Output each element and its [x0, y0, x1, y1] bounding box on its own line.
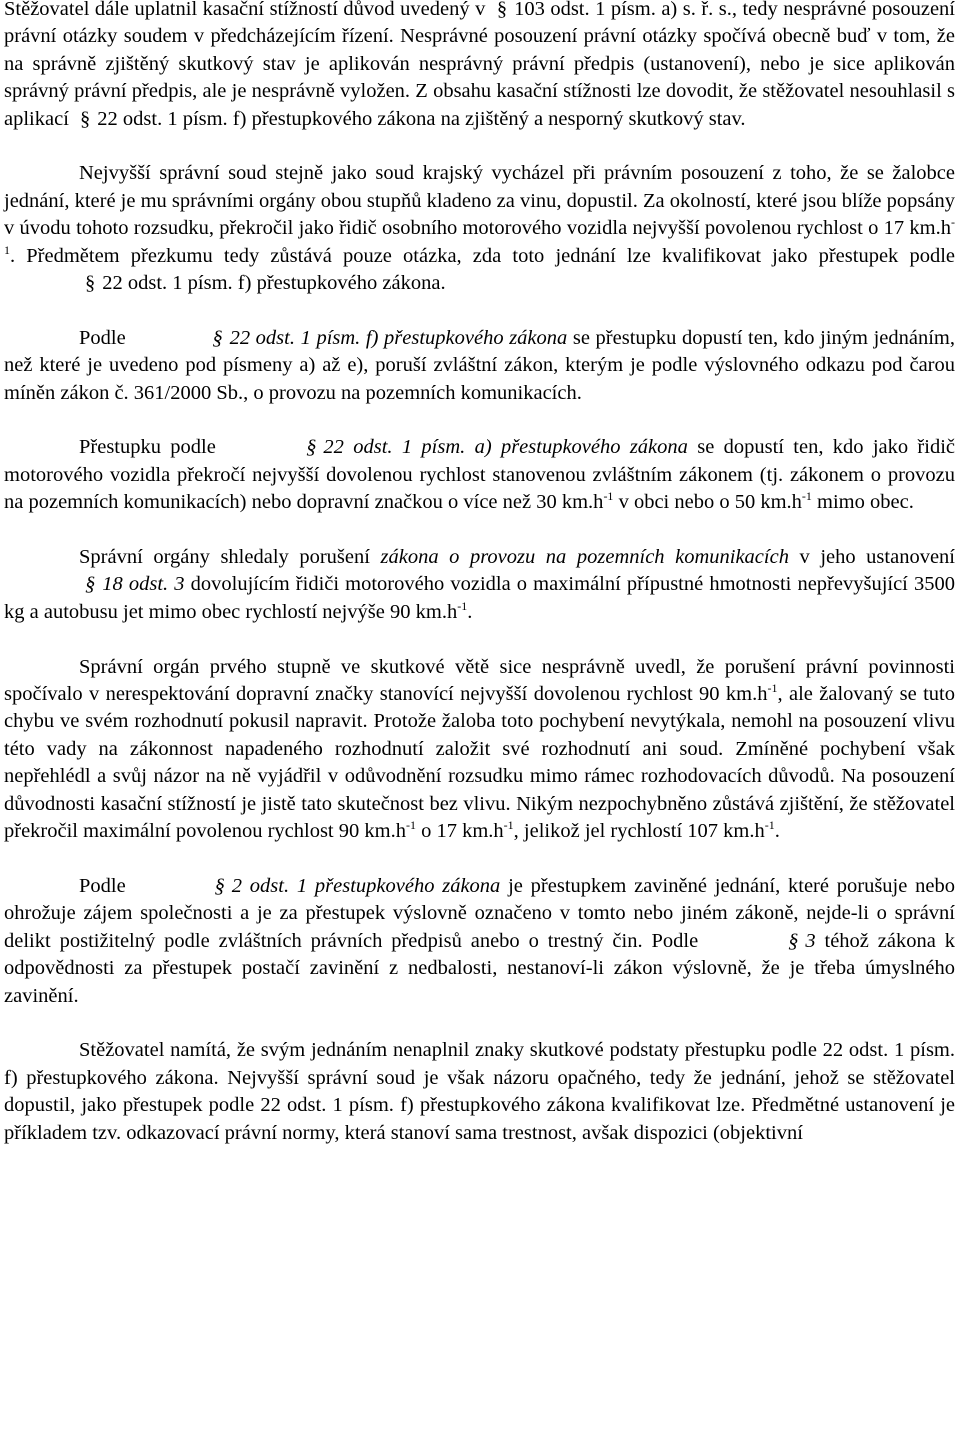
section-sign: § [788, 929, 799, 952]
text-run: 103 odst. 1 písm. a) s. ř. s., tedy nesprávné posouzení právní otázky soudem v předcházejícím řízení. Nesprávné posouzení právní otázky spočívá obecně buď v tom, že na správně zjištěný skutkový stav je aplikován nesprávný právní předpis (ustanovení), nebo je sice aplikován správný právní předpis, ale je nesprávně vyložen. Z obsahu kasační stížnosti lze dovodit, že stěžovatel nesouhlasil s aplikací [4, 0, 955, 130]
text-run: mimo obec. [811, 491, 914, 514]
text-run: 22 odst. 1 písm. f) přestupkového zákona [229, 326, 568, 349]
superscript-exponent: -1 [457, 598, 468, 613]
text-run: je přestupkem zaviněné jednání, které porušuje nebo ohrožuje zájem společnosti a je za přestupek výslovně označeno v tomto nebo jiném zákoně, nejde-li o správní delikt postižitelný podle zvláštních právních předpisů anebo o trestný čin. Podle [4, 874, 955, 952]
text-run: . [467, 600, 473, 623]
text-run: se dopustí ten, kdo jako řidič motorového vozidla překročí nejvyšší dovolenou rychlost stanovenou zvláštním zákonem (tj. zákonem o provozu na pozemních komunikacích) nebo dopravní značkou o více než 30 km.h [4, 436, 956, 514]
text-run: 22 odst. 1 písm. f) přestupkového zákona. [102, 272, 446, 295]
text-run: Správní orgán prvého stupně ve skutkové větě sice nesprávně uvedl, že porušení právní povinnosti spočívalo v nerespektování dopravní značky stanovící nejvyšší dovolenou rychlost 90 km.h [4, 655, 955, 706]
section-sign: § [496, 0, 508, 20]
text-run: se přestupku dopustí ten, kdo jiným jednáním, než které je uvedeno pod písmeny a) až e), poruší zvláštní zákon, kterým je podle výslovného odkazu pod čarou míněn zákon č. 361/2000 Sb., o provozu na pozemních komunikacích. [4, 326, 955, 404]
section-sign: § [212, 326, 223, 349]
text-run: v jeho ustanovení [788, 546, 955, 569]
text-run: 2 odst. 1 přestupkového zákona [231, 874, 501, 897]
paragraph-p5 [4, 544, 955, 626]
text-run: , ale žalovaný se tuto chybu ve svém rozhodnutí pokusil napravit. Protože žaloba toto pochybení nevytýkala, nemohl na posouzení vlivu této vady na zákonnost napadeného rozhodnutí založit své rozhodnutí ani soud. Zmíněné pochybení však nepřehlédl a svůj názor na ně vyjádřil v odůvodnění rozsudku mimo rámec rozhodovacích důvodů. Na posouzení důvodnosti kasační stížností je jistě tato skutečnost bez vlivu. Nikým nezpochybněno zůstává zjištění, že stěžovatel překročil maximální povolenou rychlost 90 km.h [4, 683, 955, 843]
text-run: Stěžovatel dále uplatnil kasační stížností důvod uvedený v [4, 0, 491, 20]
section-sign: § [214, 874, 225, 897]
paragraph-p7 [4, 873, 955, 1010]
section-sign: § [80, 107, 91, 130]
document-page [4, 0, 955, 1147]
paragraph-p1 [4, 0, 955, 133]
text-run: Stěžovatel namítá, že svým jednáním nenaplnil znaky skutkové podstaty přestupku podle 22 odst. 1 písm. f) přestupkového zákona. Nejvyšší správní soud je však názoru opačného, tedy že jednání, jehož se stěžovatel dopustil, jako přestupek podle 22 odst. 1 písm. f) přestupkového zákona kvalifikovat lze. Předmětné ustanovení je příkladem tzv. odkazovací právní normy, která stanoví sama trestnost, avšak dispozici (objektivní [4, 1039, 955, 1144]
paragraph-p6 [4, 654, 955, 846]
superscript-exponent: -1 [801, 489, 812, 504]
text-run: zákona o provozu na pozemních komunikacích [380, 546, 789, 569]
paragraph-p8 [4, 1037, 955, 1147]
text-run: 22 odst. 1 písm. a) přestupkového zákona [323, 436, 688, 459]
text-run: , jelikož jel rychlostí 107 km.h [513, 820, 765, 843]
text-run: o 17 km.h [415, 820, 504, 843]
text-run: . Předmětem přezkumu tedy zůstává pouze otázka, zda toto jednání lze kvalifikovat jako přestupek podle [10, 244, 955, 267]
text-run: Správní orgány shledaly porušení [79, 546, 381, 569]
paragraph-p3 [4, 325, 955, 407]
text-run: dovolujícím řidiči motorového vozidla o maximální přípustné hmotnosti nepřevyšující 3500 kg a autobusu jet mimo obec rychlostí nejvýše 90 km.h [4, 573, 955, 623]
paragraph-p4 [4, 434, 955, 516]
section-sign: § [306, 436, 317, 459]
superscript-exponent: -1 [405, 818, 416, 833]
superscript-exponent: -1 [603, 489, 614, 504]
superscript-exponent: -1 [4, 215, 955, 257]
superscript-exponent: -1 [767, 681, 778, 696]
paragraph-p2 [4, 160, 955, 297]
text-run: 22 odst. 1 písm. f) přestupkového zákona na zjištěný a nesporný skutkový stav. [97, 107, 746, 130]
superscript-exponent: -1 [764, 818, 775, 833]
superscript-exponent: -1 [503, 818, 514, 833]
text-run: téhož zákona k odpovědnosti za přestupek postačí zavinění z nedbalosti, nestanoví-li zákon výslovně, že je třeba úmyslného zavinění. [4, 929, 955, 1007]
section-sign: § [85, 573, 96, 596]
section-sign: § [85, 272, 96, 295]
text-run: Podle [79, 326, 132, 349]
text-run: Přestupku podle [79, 436, 226, 459]
text-run: 18 odst. 3 [102, 573, 185, 596]
text-run: v obci nebo o 50 km.h [613, 491, 802, 514]
text-run: Podle [79, 874, 134, 897]
text-run: 3 [805, 929, 816, 952]
text-run: . [774, 820, 780, 843]
text-run: Nejvyšší správní soud stejně jako soud krajský vycházel při právním posouzení z toho, že se žalobce jednání, které je mu správními orgány obou stupňů kladeno za vinu, dopustil. Za okolností, které jsou blíže popsány v úvodu tohoto rozsudku, překročil jako řidič osobního motorového vozidla nejvyšší povolenou rychlost o 17 km.h [4, 162, 955, 240]
